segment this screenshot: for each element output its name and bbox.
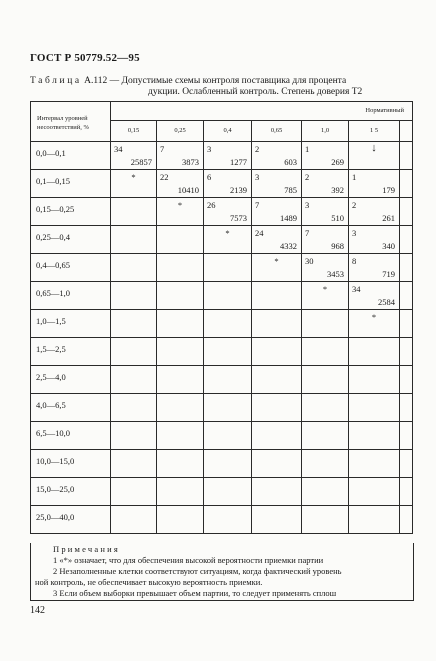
table-cell — [349, 450, 400, 478]
table-row — [31, 366, 413, 394]
row-header-cell — [31, 102, 111, 142]
table-cell-extra — [400, 450, 413, 478]
table-cell — [302, 394, 349, 422]
table-cell-extra — [400, 366, 413, 394]
table-cell — [252, 394, 302, 422]
row-label-cell — [31, 422, 111, 450]
table-row — [31, 170, 413, 198]
table-cell — [252, 478, 302, 506]
table-cell-extra — [400, 422, 413, 450]
table-cell — [349, 198, 400, 226]
notes-title: Примечания — [53, 544, 120, 554]
table-cell — [302, 422, 349, 450]
table-cell — [302, 478, 349, 506]
table-cell — [302, 170, 349, 198]
table-cell — [349, 394, 400, 422]
table-cell-extra — [400, 198, 413, 226]
table-cell-extra — [400, 226, 413, 254]
standard-code: ГОСТ Р 50779.52—95 — [30, 52, 140, 64]
table-cell — [349, 478, 400, 506]
row-label-cell — [31, 478, 111, 506]
sample-size: 1489 — [280, 213, 297, 223]
sample-size: 719 — [382, 269, 395, 279]
acceptance-number: 3 — [305, 200, 310, 210]
row-label: 0,25—0,4 — [36, 232, 70, 242]
table-cell — [204, 478, 252, 506]
sample-size: 7573 — [230, 213, 247, 223]
table-cell-extra — [400, 254, 413, 282]
row-label: 4,0—6,5 — [36, 400, 66, 410]
row-label-cell — [31, 506, 111, 534]
column-header: 0,25 — [174, 127, 186, 134]
table-cell — [157, 450, 204, 478]
sample-size: 785 — [284, 185, 297, 195]
row-label: 6,5—10,0 — [36, 428, 70, 438]
sample-size: 603 — [284, 157, 297, 167]
acceptance-number: 22 — [160, 172, 169, 182]
table-row — [31, 394, 413, 422]
table-cell-extra — [400, 478, 413, 506]
row-label: 1,5—2,5 — [36, 344, 66, 354]
table-cell-extra — [400, 506, 413, 534]
table-cell — [252, 142, 302, 170]
table-cell-extra — [400, 170, 413, 198]
acceptance-number: 2 — [305, 172, 310, 182]
acceptance-number: 1 — [305, 144, 310, 154]
row-label: 10,0—15,0 — [36, 456, 75, 466]
table-row — [31, 506, 413, 534]
table-cell — [111, 338, 157, 366]
table-caption-cont: дукции. Ослабленный контроль. Степень доверия Т2 — [148, 87, 363, 97]
star-mark: * — [131, 172, 136, 182]
table-cell — [111, 422, 157, 450]
table-cell — [302, 282, 349, 310]
sample-size: 340 — [382, 241, 395, 251]
table-cell — [349, 506, 400, 534]
notes-block — [30, 543, 414, 601]
acceptance-number: 26 — [207, 200, 216, 210]
row-label: 25,0—40,0 — [36, 512, 75, 522]
row-label: 0,4—0,65 — [36, 260, 70, 270]
row-label: 0,15—0,25 — [36, 204, 75, 214]
table-cell — [157, 338, 204, 366]
table-cell — [204, 366, 252, 394]
sample-size: 179 — [382, 185, 395, 195]
column-header: 0,65 — [270, 127, 283, 134]
table-cell — [157, 310, 204, 338]
table-cell — [111, 142, 157, 170]
table-row — [31, 422, 413, 450]
table-cell — [111, 170, 157, 198]
row-label-cell — [31, 170, 111, 198]
table-cell — [157, 198, 204, 226]
column-header-cell — [204, 121, 252, 142]
table-cell — [252, 450, 302, 478]
star-mark: * — [225, 228, 230, 238]
table-cell — [157, 394, 204, 422]
table-cell — [302, 450, 349, 478]
page-number: 142 — [30, 605, 45, 616]
table-cell — [302, 338, 349, 366]
table-cell — [252, 226, 302, 254]
arrow-down-icon: ↓ — [371, 142, 377, 154]
table-row — [31, 226, 413, 254]
norm-header-cell — [111, 102, 413, 121]
acceptance-number: 2 — [255, 144, 260, 154]
table-cell — [349, 170, 400, 198]
column-header-cell — [111, 121, 157, 142]
row-label: 0,65—1,0 — [36, 288, 70, 298]
star-mark: * — [274, 256, 279, 266]
row-label: 0,0—0,1 — [36, 148, 66, 158]
table-cell — [204, 226, 252, 254]
acceptance-number: 3 — [207, 144, 212, 154]
data-table — [30, 101, 413, 534]
table-cell-extra — [400, 142, 413, 170]
column-header: 1,0 — [320, 127, 330, 134]
table-cell — [204, 422, 252, 450]
note-1: 1 «*» означает, что для обеспечения высокой вероятности приемки партии — [53, 555, 324, 565]
table-cell — [204, 506, 252, 534]
table-cell — [252, 506, 302, 534]
sample-size: 25857 — [130, 157, 152, 167]
table-row — [31, 450, 413, 478]
sample-size: 968 — [331, 241, 344, 251]
acceptance-number: 7 — [255, 200, 260, 210]
acceptance-number: 2 — [352, 200, 357, 210]
table-cell — [157, 254, 204, 282]
table-cell — [111, 506, 157, 534]
table-cell — [349, 254, 400, 282]
table-cell — [204, 198, 252, 226]
table-cell — [204, 282, 252, 310]
table-cell — [111, 226, 157, 254]
table-cell — [157, 366, 204, 394]
norm-header: Нормативный — [365, 107, 405, 114]
sample-size: 392 — [331, 185, 344, 195]
row-label-cell — [31, 310, 111, 338]
caption-label: Таблица — [30, 76, 82, 86]
column-header: 1 5 — [369, 127, 379, 134]
sample-size: 4332 — [280, 241, 297, 251]
sample-size: 510 — [331, 213, 344, 223]
sample-size: 2584 — [378, 297, 395, 307]
table-cell — [252, 310, 302, 338]
table-cell — [302, 310, 349, 338]
acceptance-number: 30 — [305, 256, 314, 266]
table-row — [31, 254, 413, 282]
table-row — [31, 142, 413, 170]
sample-size: 10410 — [177, 185, 199, 195]
table-cell — [111, 310, 157, 338]
sample-size: 261 — [382, 213, 395, 223]
note-2: 2 Незаполненные клетки соответствуют ситуациям, когда фактический уровень — [53, 566, 342, 576]
table-cell-extra — [400, 282, 413, 310]
row-label: 2,5—4,0 — [36, 372, 66, 382]
row-label-cell — [31, 254, 111, 282]
acceptance-number: 34 — [352, 284, 361, 294]
table-cell-extra — [400, 310, 413, 338]
column-header-cell-extra — [400, 121, 413, 142]
star-mark: * — [177, 200, 183, 210]
table-row — [31, 282, 413, 310]
table-cell — [111, 254, 157, 282]
sample-size: 3453 — [327, 269, 344, 279]
table-cell — [302, 506, 349, 534]
column-header: 0,15 — [127, 127, 140, 134]
column-header-cell — [349, 121, 400, 142]
table-cell — [349, 366, 400, 394]
row-label-cell — [31, 198, 111, 226]
table-cell — [302, 366, 349, 394]
row-label: 15,0—25,0 — [36, 484, 75, 494]
table-cell — [204, 254, 252, 282]
table-row — [31, 478, 413, 506]
table-cell — [252, 422, 302, 450]
table-cell — [349, 142, 400, 170]
sample-size: 1277 — [230, 157, 247, 167]
table-cell — [204, 394, 252, 422]
table-cell — [252, 338, 302, 366]
column-header: 0,4 — [223, 127, 232, 134]
table-cell — [349, 422, 400, 450]
row-label: 1,0—1,5 — [36, 316, 66, 326]
table-cell — [157, 422, 204, 450]
table-cell — [349, 338, 400, 366]
acceptance-number: 34 — [114, 144, 123, 154]
caption-text: Допустимые схемы контроля поставщика для процента — [121, 76, 347, 86]
table-cell — [252, 170, 302, 198]
table-cell — [157, 142, 204, 170]
note-2-cont: ной контроль, не обеспечивает высокую вероятность приемки. — [35, 577, 263, 587]
table-cell — [349, 310, 400, 338]
acceptance-number: 8 — [352, 256, 357, 266]
table-row — [31, 310, 413, 338]
table-cell — [111, 282, 157, 310]
table-cell — [302, 226, 349, 254]
table-cell — [302, 198, 349, 226]
table-cell — [204, 142, 252, 170]
table-cell — [252, 282, 302, 310]
table-cell — [349, 282, 400, 310]
table-cell — [302, 254, 349, 282]
table-cell — [252, 198, 302, 226]
acceptance-number: 6 — [207, 172, 212, 182]
row-header: Интервал уровней несоответствий, % — [37, 115, 89, 131]
table-cell — [157, 226, 204, 254]
table-cell — [157, 506, 204, 534]
sample-size: 269 — [331, 157, 344, 167]
table-cell — [204, 450, 252, 478]
acceptance-number: 7 — [160, 144, 165, 154]
column-header-cell — [157, 121, 204, 142]
table-cell — [204, 310, 252, 338]
star-mark: * — [322, 284, 328, 294]
acceptance-number: 24 — [255, 228, 264, 238]
table-row — [31, 198, 413, 226]
table-cell-extra — [400, 338, 413, 366]
row-label-cell — [31, 226, 111, 254]
note-3: 3 Если объем выборки превышает объем партии, то следует применять сплош — [53, 588, 337, 598]
row-label-cell — [31, 366, 111, 394]
caption-number: А.112 — [84, 76, 108, 86]
sample-size: 3873 — [182, 157, 199, 167]
row-label-cell — [31, 394, 111, 422]
table-cell — [302, 142, 349, 170]
table-cell — [204, 338, 252, 366]
table-cell — [111, 450, 157, 478]
table-cell — [157, 170, 204, 198]
acceptance-number: 1 — [352, 172, 357, 182]
row-label: 0,1—0,15 — [36, 176, 70, 186]
acceptance-number: 7 — [305, 228, 310, 238]
row-label-cell — [31, 450, 111, 478]
table-cell — [157, 282, 204, 310]
caption-dash: — — [109, 76, 120, 86]
row-label-cell — [31, 282, 111, 310]
table-row — [31, 338, 413, 366]
table-cell — [111, 478, 157, 506]
table-cell — [111, 198, 157, 226]
acceptance-number: 3 — [352, 228, 357, 238]
table-cell — [111, 366, 157, 394]
table-cell-extra — [400, 394, 413, 422]
table-cell — [349, 226, 400, 254]
sample-size: 2139 — [230, 185, 247, 195]
row-label-cell — [31, 338, 111, 366]
column-header-cell — [252, 121, 302, 142]
table-cell — [252, 366, 302, 394]
star-mark: * — [371, 312, 377, 322]
table-cell — [204, 170, 252, 198]
table-cell — [157, 478, 204, 506]
column-header-cell — [302, 121, 349, 142]
row-label-cell — [31, 142, 111, 170]
table-cell — [252, 254, 302, 282]
table-caption — [30, 76, 346, 86]
acceptance-number: 3 — [255, 172, 260, 182]
table-cell — [111, 394, 157, 422]
